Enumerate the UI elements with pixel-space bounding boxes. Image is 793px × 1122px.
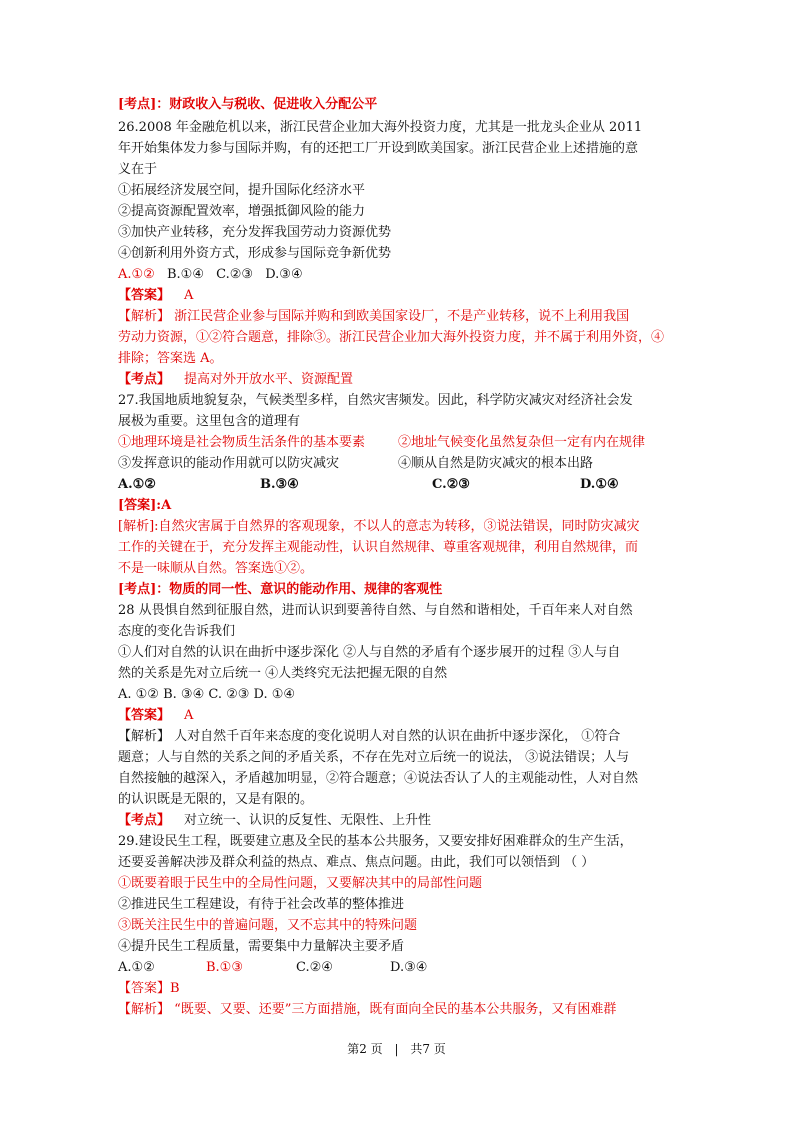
q26-option-b: B.①④ [166, 267, 204, 282]
q27-item-3: ③发挥意识的能动作用就可以防灾减灾 [118, 456, 340, 471]
q28-analysis-2: 题意；人与自然的关系之间的矛盾关系，不存在先对立后统一的说法， ③说法错误；人与 [118, 750, 630, 765]
q29-option-a: A.①② [118, 960, 155, 975]
q28-items-2: 然的关系是先对立后统一 ④人类终究无法把握无限的自然 [118, 666, 448, 681]
q29-item-4: ④提升民生工程质量，需要集中力量解决主要矛盾 [118, 939, 405, 954]
q29-stem-1: 29.建设民生工程，既要建立惠及全民的基本公共服务，又要安排好困难群众的生产生活， [118, 834, 633, 849]
q26-point-value: 提高对外开放水平、资源配置 [184, 372, 354, 387]
q27-point: [考点]：物质的同一性、意识的能动作用、规律的客观性 [118, 582, 443, 597]
q26-options [118, 265, 678, 285]
q26-option-a: A.①② [118, 267, 155, 282]
q26-answer-label: 【答案】 [118, 288, 171, 303]
q26-answer-value: A [184, 288, 194, 303]
page-total: 共7 页 [410, 1042, 446, 1056]
q26-option-d: D.③④ [265, 267, 303, 282]
q27-analysis-1: [解析]:自然灾害属于自然界的客观现象，不以人的意志为转移，③说法错误，同时防灾减灾 [118, 519, 640, 534]
q28-analysis-3: 自然接触的越深入，矛盾越加明显，②符合题意；④说法否认了人的主观能动性，人对自然 [118, 771, 639, 786]
q29-option-b: B.①③ [206, 960, 243, 975]
q27-item-2: ②地址气候变化虽然复杂但一定有内在规律 [398, 435, 646, 450]
q26-analysis-1: 【解析】 浙江民营企业参与国际并购和到欧美国家设厂，不是产业转移，说不上利用我国 [118, 309, 630, 324]
footer-separator: | [394, 1042, 399, 1056]
q29-option-c: C.②④ [296, 960, 333, 975]
q26-item-2: ②提高资源配置效率，增强抵御风险的能力 [118, 204, 366, 219]
q26-item-4: ④创新利用外资方式，形成参与国际竞争新优势 [118, 246, 392, 261]
q26-stem-3: 义在于 [118, 162, 158, 177]
q27-analysis-2: 工作的关键在于，充分发挥主观能动性，认识自然规律、尊重客观规律，利用自然规律，而 [118, 540, 639, 555]
q27-options [118, 475, 678, 495]
q28-stem-2: 态度的变化告诉我们 [118, 624, 236, 639]
page-footer [0, 1040, 793, 1057]
q26-stem-1: 26.2008 年金融危机以来，浙江民营企业加大海外投资力度，尤其是一批龙头企业从 2011 [118, 120, 643, 135]
q28-options: A. ①② B. ③④ C. ②③ D. ①④ [118, 687, 296, 702]
q27-items-row-2 [118, 454, 678, 474]
q27-option-c: C.②③ [432, 477, 470, 492]
q26-point [118, 370, 678, 390]
q28-point-label: 【考点】 [118, 813, 171, 828]
q27-stem-2: 展极为重要。这里包含的道理有 [118, 414, 301, 429]
q26-answer [118, 286, 678, 306]
q28-answer [118, 706, 678, 726]
q29-option-d: D.③④ [390, 960, 428, 975]
q27-analysis-3: 不是一味顺从自然。答案选①②。 [118, 561, 314, 576]
q28-stem-1: 28 从畏惧自然到征服自然，进而认识到要善待自然、与自然和谐相处，千百年来人对自然 [118, 603, 633, 618]
q27-answer: [答案]:A [118, 498, 172, 513]
q26-option-c: C.②③ [216, 267, 254, 282]
q28-answer-label: 【答案】 [118, 708, 171, 723]
q29-analysis: 【解析】 “既要、又要、还要”三方面措施，既有面向全民的基本公共服务，又有困难群 [118, 1002, 617, 1017]
q27-option-a: A.①② [118, 477, 156, 492]
q25-point: [考点]：财政收入与税收、促进收入分配公平 [118, 97, 378, 112]
q29-item-2: ②推进民生工程建设，有待于社会改革的整体推进 [118, 897, 405, 912]
q29-item-1: ①既要着眼于民生中的全局性问题，又要解决其中的局部性问题 [118, 876, 483, 891]
q29-stem-2: 还要妥善解决涉及群众利益的热点、难点、焦点问题。由此，我们可以领悟到 （ ） [118, 855, 595, 870]
q28-point-value: 对立统一、认识的反复性、无限性、上升性 [184, 813, 432, 828]
q26-stem-2: 年开始集体发力参与国际并购，有的还把工厂开设到欧美国家。浙江民营企业上述措施的意 [118, 141, 639, 156]
q26-analysis-2: 劳动力资源，①②符合题意，排除③。浙江民营企业加大海外投资力度，并不属于利用外资，④ [118, 330, 665, 345]
q28-point [118, 811, 678, 831]
q27-option-b: B.③④ [260, 477, 299, 492]
q29-item-3: ③既关注民生中的普遍问题，又不忘其中的特殊问题 [118, 918, 418, 933]
q26-item-3: ③加快产业转移，充分发挥我国劳动力资源优势 [118, 225, 392, 240]
q26-analysis-3: 排除；答案选 A。 [118, 351, 223, 366]
q27-item-4: ④顺从自然是防灾减灾的根本出路 [398, 456, 594, 471]
q28-analysis-4: 的认识既是无限的，又是有限的。 [118, 792, 314, 807]
page-number: 第2 页 [347, 1042, 383, 1056]
q26-point-label: 【考点】 [118, 372, 171, 387]
q27-option-d: D.①④ [580, 477, 619, 492]
q27-items-row-1 [118, 433, 678, 453]
q27-stem-1: 27.我国地质地貌复杂，气候类型多样，自然灾害频发。因此，科学防灾减灾对经济社会发 [118, 393, 633, 408]
q29-answer: 【答案】B [118, 981, 180, 996]
q28-items-1: ①人们对自然的认识在曲折中逐步深化 ②人与自然的矛盾有个逐步展开的过程 ③人与自 [118, 645, 621, 660]
q26-item-1: ①拓展经济发展空间，提升国际化经济水平 [118, 183, 366, 198]
q29-options [118, 958, 678, 978]
q28-answer-value: A [184, 708, 194, 723]
q28-analysis-1: 【解析】 人对自然千百年来态度的变化说明人对自然的认识在曲折中逐步深化， ①符合 [118, 729, 621, 744]
q27-item-1: ①地理环境是社会物质生活条件的基本要素 [118, 435, 366, 450]
